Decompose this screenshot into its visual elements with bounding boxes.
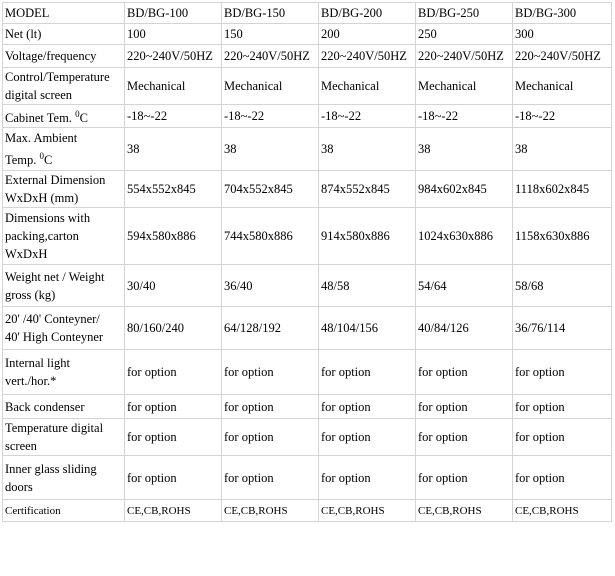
cell-model-2: for option (222, 395, 319, 419)
cell-model-1: 30/40 (125, 265, 222, 307)
row-label-text: MODEL (5, 6, 50, 20)
cell-model-3: 38 (319, 128, 416, 171)
spec-row (3, 105, 612, 128)
cell-model-2: for option (222, 350, 319, 395)
row-label (3, 128, 125, 171)
cell-model-2: -18~-22 (222, 105, 319, 128)
row-label-text: Weight net / Weight gross (kg) (5, 269, 105, 302)
cell-model-4: 40/84/126 (416, 307, 513, 350)
cell-model-4: 220~240V/50HZ (416, 45, 513, 68)
cell-model-3: for option (319, 395, 416, 419)
cell-model-2: 36/40 (222, 265, 319, 307)
row-label-text: Control/Temperature digital screen (5, 70, 110, 102)
degree-superscript: 0 (75, 109, 80, 119)
spec-row (3, 208, 612, 265)
cell-model-1: 100 (125, 24, 222, 45)
row-label-text: Certification (5, 504, 61, 517)
row-label (3, 171, 125, 208)
cell-model-4: 250 (416, 24, 513, 45)
cell-model-3: 48/58 (319, 265, 416, 307)
spec-row (3, 500, 612, 522)
row-label (3, 307, 125, 350)
cell-model-5: 220~240V/50HZ (513, 45, 612, 68)
cell-model-1: CE,CB,ROHS (125, 500, 222, 522)
row-label-text: Inner glass sliding doors (5, 461, 97, 494)
cell-model-2: 150 (222, 24, 319, 45)
cell-model-4: BD/BG-250 (416, 3, 513, 24)
cell-model-2: for option (222, 456, 319, 500)
row-label-text: Cabinet Tem. (5, 111, 76, 125)
cell-model-3: CE,CB,ROHS (319, 500, 416, 522)
row-label (3, 456, 125, 500)
row-label (3, 68, 125, 105)
cell-model-5: CE,CB,ROHS (513, 500, 612, 522)
cell-model-2: for option (222, 419, 319, 456)
spec-row (3, 3, 612, 24)
spec-row (3, 128, 612, 171)
spec-table-body (3, 3, 612, 522)
cell-model-2: 38 (222, 128, 319, 171)
cell-model-5: for option (513, 350, 612, 395)
cell-model-4: 38 (416, 128, 513, 171)
spec-row (3, 307, 612, 350)
cell-model-5: 58/68 (513, 265, 612, 307)
cell-model-5: 300 (513, 24, 612, 45)
row-label-text: Voltage/frequency (5, 49, 97, 63)
cell-model-3: for option (319, 419, 416, 456)
cell-model-2: 64/128/192 (222, 307, 319, 350)
cell-model-4: for option (416, 419, 513, 456)
cell-model-5: for option (513, 456, 612, 500)
row-label-text: Back condenser (5, 399, 85, 414)
row-label (3, 105, 125, 128)
cell-model-2: CE,CB,ROHS (222, 500, 319, 522)
cell-model-5: 1118x602x845 (513, 171, 612, 208)
cell-model-5: for option (513, 419, 612, 456)
row-label-text: Internal light vert./hor.* (5, 356, 70, 388)
row-label (3, 419, 125, 456)
row-label (3, 395, 125, 419)
spec-row (3, 24, 612, 45)
cell-model-2: 704x552x845 (222, 171, 319, 208)
spec-row (3, 350, 612, 395)
cell-model-4: for option (416, 350, 513, 395)
cell-model-3: for option (319, 456, 416, 500)
spec-row (3, 171, 612, 208)
cell-model-5: 1158x630x886 (513, 208, 612, 265)
cell-model-2: 744x580x886 (222, 208, 319, 265)
cell-model-1: -18~-22 (125, 105, 222, 128)
cell-model-5: 36/76/114 (513, 307, 612, 350)
cell-model-1: for option (125, 456, 222, 500)
cell-model-4: -18~-22 (416, 105, 513, 128)
row-label (3, 265, 125, 307)
cell-model-4: for option (416, 395, 513, 419)
cell-model-4: Mechanical (416, 68, 513, 105)
cell-model-3: 874x552x845 (319, 171, 416, 208)
cell-model-4: 984x602x845 (416, 171, 513, 208)
cell-model-3: 48/104/156 (319, 307, 416, 350)
cell-model-1: 38 (125, 128, 222, 171)
cell-model-5: BD/BG-300 (513, 3, 612, 24)
cell-model-3: 914x580x886 (319, 208, 416, 265)
row-label-text: 20' /40' Conteyner/ 40' High Conteyner (5, 312, 104, 344)
unit-suffix: C (44, 153, 53, 167)
cell-model-1: BD/BG-100 (125, 3, 222, 24)
spec-row (3, 68, 612, 105)
cell-model-5: 38 (513, 128, 612, 171)
row-label (3, 45, 125, 68)
spec-table (2, 2, 612, 522)
cell-model-3: -18~-22 (319, 105, 416, 128)
cell-model-1: Mechanical (125, 68, 222, 105)
row-label-text: Net (lt) (5, 27, 42, 41)
cell-model-1: 220~240V/50HZ (125, 45, 222, 68)
cell-model-1: 80/160/240 (125, 307, 222, 350)
cell-model-4: 1024x630x886 (416, 208, 513, 265)
cell-model-1: 594x580x886 (125, 208, 222, 265)
cell-model-3: for option (319, 350, 416, 395)
cell-model-3: 220~240V/50HZ (319, 45, 416, 68)
unit-suffix: C (79, 111, 88, 125)
degree-superscript: 0 (39, 151, 45, 161)
row-label (3, 3, 125, 24)
cell-model-2: 220~240V/50HZ (222, 45, 319, 68)
cell-model-1: for option (125, 395, 222, 419)
spec-row (3, 45, 612, 68)
row-label (3, 24, 125, 45)
cell-model-1: 554x552x845 (125, 171, 222, 208)
row-label-text: External Dimension WxDxH (mm) (5, 173, 106, 205)
cell-model-5: Mechanical (513, 68, 612, 105)
cell-model-3: Mechanical (319, 68, 416, 105)
row-label-text: Dimensions with packing,carton WxDxH (5, 211, 91, 261)
cell-model-2: Mechanical (222, 68, 319, 105)
cell-model-5: -18~-22 (513, 105, 612, 128)
spec-row (3, 265, 612, 307)
row-label-text: Max. Ambient Temp. (5, 131, 78, 167)
cell-model-3: 200 (319, 24, 416, 45)
spec-row (3, 395, 612, 419)
cell-model-1: for option (125, 419, 222, 456)
cell-model-5: for option (513, 395, 612, 419)
cell-model-4: CE,CB,ROHS (416, 500, 513, 522)
row-label (3, 350, 125, 395)
row-label (3, 208, 125, 265)
spec-row (3, 456, 612, 500)
cell-model-4: 54/64 (416, 265, 513, 307)
row-label-text: Temperature digital screen (5, 421, 104, 453)
row-label (3, 500, 125, 522)
cell-model-1: for option (125, 350, 222, 395)
cell-model-2: BD/BG-150 (222, 3, 319, 24)
cell-model-3: BD/BG-200 (319, 3, 416, 24)
cell-model-4: for option (416, 456, 513, 500)
spec-row (3, 419, 612, 456)
